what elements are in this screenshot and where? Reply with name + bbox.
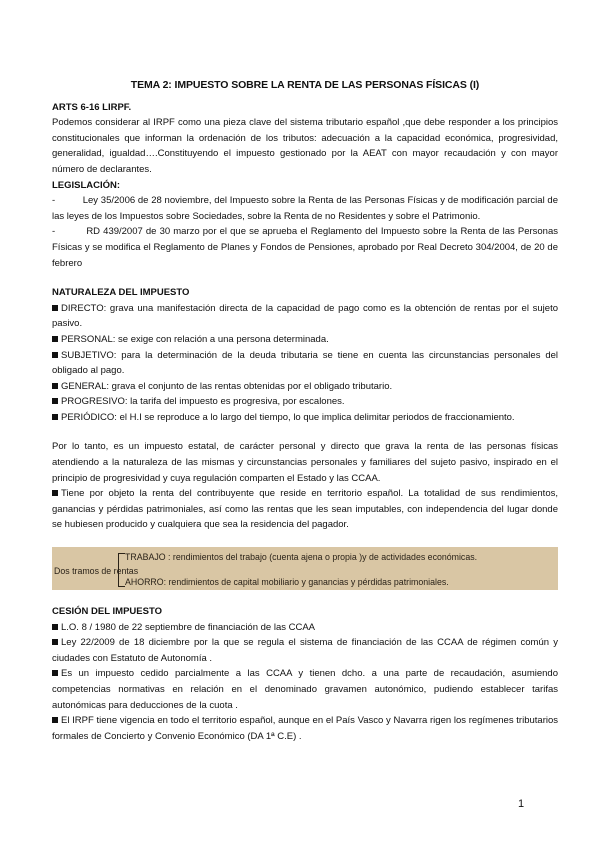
cesion-item: El IRPF tiene vigencia en todo el territorio español, aunque en el País Vasco y Navarra rigen los regímenes tributarios formales de Concierto y Convenio Económico (DA 1ª C.E) .	[52, 715, 558, 742]
square-bullet-icon	[52, 336, 58, 342]
square-bullet-icon	[52, 414, 58, 420]
naturaleza-item: PERIÓDICO: el H.I se reproduce a lo largo del tiempo, lo que implica delimitar periodos de fraccionamiento.	[52, 410, 558, 426]
intro-paragraph: Podemos considerar al IRPF como una pieza clave del sistema tributario español ,que debe responder a los principios constitucionales que informan la ordenación de los tributos: adecuación a la capacidad económica, progresividad, generalidad, igualdad….Constituyendo el impuesto gestionado por la AEAT con mayor recaudación y con mayor número de declarantes.	[52, 117, 558, 175]
cesion-item: L.O. 8 / 1980 de 22 septiembre de financiación de las CCAA	[52, 620, 558, 636]
square-bullet-icon	[52, 490, 58, 496]
square-bullet-icon	[52, 305, 58, 311]
legislacion-heading: LEGISLACIÓN:	[52, 179, 121, 191]
page-number: 1	[518, 798, 525, 810]
banner-ahorro: AHORRO: rendimientos de capital mobiliario y ganancias y pérdidas patrimoniales.	[125, 577, 449, 588]
rentas-tramos-image	[52, 547, 558, 590]
naturaleza-item: DIRECTO: grava una manifestación directa de la capacidad de pago como es la obtención de rentas por el sujeto pasivo.	[52, 302, 558, 330]
banner-trabajo: TRABAJO : rendimientos del trabajo (cuenta ajena o propia )y de actividades económicas.	[125, 552, 478, 563]
cesion-heading: CESIÓN DEL IMPUESTO	[52, 606, 162, 618]
legislacion-item: - Ley 35/2006 de 28 noviembre, del Impuesto sobre la Renta de las Personas Físicas y de modificación parcial de las leyes de los Impuestos sobre Sociedades, sobre la Renta de no Residentes y sobre el Patrimonio.	[52, 195, 561, 222]
naturaleza-item: SUBJETIVO: para la determinación de la deuda tributaria se tiene en cuenta las circunstancias personales del obligado al pago.	[52, 349, 558, 377]
naturaleza-item: PROGRESIVO: la tarifa del impuesto es progresiva, por escalones.	[52, 394, 558, 410]
banner-tramos: Dos tramos de rentas	[54, 566, 139, 577]
square-bullet-icon	[52, 398, 58, 404]
naturaleza-item: PERSONAL: se exige con relación a una persona determinada.	[52, 332, 558, 348]
naturaleza-heading: NATURALEZA DEL IMPUESTO	[52, 287, 190, 299]
square-bullet-icon	[52, 639, 58, 645]
summary-paragraph: Por lo tanto, es un impuesto estatal, de carácter personal y directo que grava la renta de las personas físicas atendiendo a la naturaleza de las mismas y circunstancias personales y familiares del sujeto pasivo, inspirado en el principio de progresividad y cuya regulación comparten el Estado y las CCAA.	[52, 441, 558, 484]
document-page	[52, 78, 561, 744]
cesion-item: Ley 22/2009 de 18 diciembre por la que se regula el sistema de financiación de las CCAA de régimen común y ciudades con Estatuto de Autonomía .	[52, 637, 558, 664]
square-bullet-icon	[52, 624, 58, 630]
objeto-paragraph: Tiene por objeto la renta del contribuyente que reside en territorio español. La totalidad de sus rendimientos, ganancias y pérdidas patrimoniales, así como las rentas que les sean imputables, con independencia del lugar donde se hubiesen producido y cualquiera que sea la residencia del pagador.	[52, 488, 558, 531]
square-bullet-icon	[52, 352, 58, 358]
square-bullet-icon	[52, 383, 58, 389]
cesion-item: Es un impuesto cedido parcialmente a las CCAA y tienen dcho. a una parte de recaudación, asumiendo competencias normativas en relación en el denominado gravamen autonómico, pudiendo establecer tarifas autonómicas para deducciones de la cuota .	[52, 668, 558, 711]
document-title: TEMA 2: IMPUESTO SOBRE LA RENTA DE LAS PERSONAS FÍSICAS (I)	[130, 79, 480, 91]
square-bullet-icon	[52, 717, 58, 723]
square-bullet-icon	[52, 670, 58, 676]
arts-reference: ARTS 6-16 LIRPF.	[52, 101, 132, 113]
legislacion-item: - RD 439/2007 de 30 marzo por el que se aprueba el Reglamento del Impuesto sobre la Renta de las Personas Físicas y se modifica el Reglamento de Planes y Fondos de Pensiones, aprobado por Real Decreto 304/2004, de 20 de febrero	[52, 226, 561, 269]
naturaleza-item: GENERAL: grava el conjunto de las rentas obtenidas por el obligado tributario.	[52, 379, 558, 395]
